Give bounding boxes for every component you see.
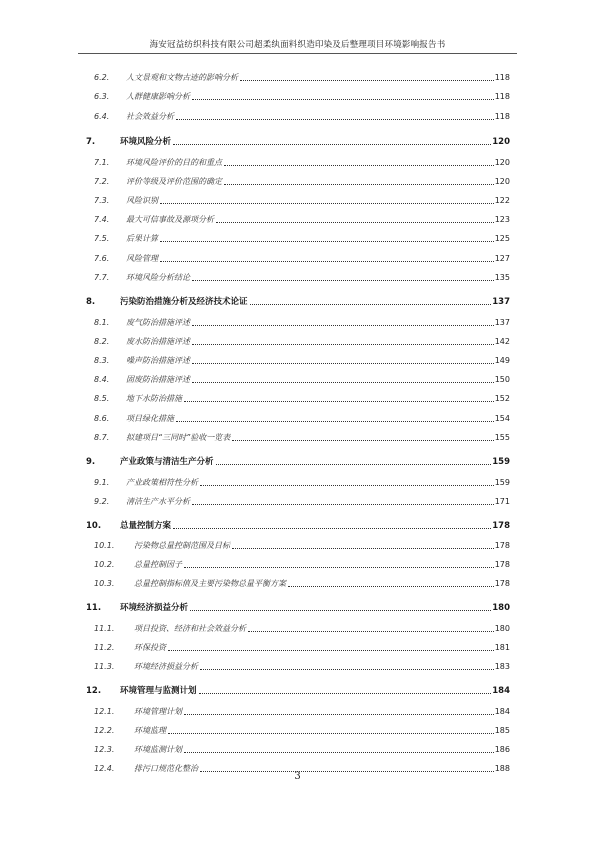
toc-entry-number: 11.3. [94,662,115,671]
toc-entry-page: 154 [494,414,510,423]
toc-section-entry[interactable] [86,250,510,264]
toc-entry-page: 180 [492,603,510,613]
toc-dot-leader [176,421,494,422]
toc-dot-leader [184,567,494,568]
toc-entry-page: 150 [494,375,510,384]
toc-entry-page: 184 [494,707,510,716]
toc-section-entry[interactable] [86,154,510,168]
toc-dot-leader [173,144,491,145]
toc-entry-title: 环境管理计划 [134,707,182,716]
toc-section-entry[interactable] [86,741,510,755]
toc-entry-number: 8.1. [94,318,110,327]
toc-section-entry[interactable] [86,429,510,443]
toc-entry-page: 178 [494,560,510,569]
toc-entry-title: 产业政策与清洁生产分析 [120,457,214,467]
toc-entry-page: 178 [494,541,510,550]
toc-section-entry[interactable] [86,333,510,347]
toc-entry-title: 清洁生产水平分析 [126,497,190,506]
toc-dot-leader [192,344,494,345]
toc-entry-number: 8.6. [94,414,110,423]
toc-entry-page: 125 [494,234,510,243]
toc-dot-leader [192,363,494,364]
toc-dot-leader [168,733,494,734]
toc-entry-page: 122 [494,196,510,205]
toc-entry-page: 184 [492,686,510,696]
toc-entry-page: 171 [494,497,510,506]
toc-section-entry[interactable] [86,88,510,102]
toc-dot-leader [248,631,494,632]
toc-entry-number: 10. [86,521,102,531]
toc-dot-leader [288,586,494,587]
toc-dot-leader [200,669,494,670]
toc-dot-leader [192,99,494,100]
toc-section-entry[interactable] [86,537,510,551]
toc-dot-leader [160,241,494,242]
toc-section-entry[interactable] [86,722,510,736]
toc-entry-number: 7.2. [94,177,110,186]
toc-entry-page: 120 [492,137,510,147]
toc-entry-number: 11. [86,603,102,613]
toc-entry-page: 137 [494,318,510,327]
toc-entry-number: 7.5. [94,234,110,243]
toc-chapter-entry[interactable] [86,293,510,307]
toc-dot-leader [240,80,494,81]
toc-entry-title: 污染物总量控制范围及目标 [134,541,230,550]
toc-entry-number: 12. [86,686,102,696]
toc-entry-number: 7.1. [94,158,110,167]
toc-section-entry[interactable] [86,371,510,385]
toc-entry-title: 风险管理 [126,254,158,263]
toc-entry-page: 186 [494,745,510,754]
toc-dot-leader [224,165,494,166]
toc-entry-number: 8.5. [94,394,110,403]
toc-dot-leader [192,325,494,326]
toc-dot-leader [160,261,494,262]
toc-entry-title: 评价等级及评价范围的确定 [126,177,222,186]
toc-dot-leader [176,119,494,120]
toc-entry-number: 7.4. [94,215,110,224]
toc-entry-title: 环境管理与监测计划 [120,686,197,696]
toc-entry-page: 135 [494,273,510,282]
toc-dot-leader [160,203,494,204]
toc-entry-number: 12.1. [94,707,115,716]
toc-dot-leader [168,650,494,651]
toc-entry-title: 总量控制因子 [134,560,182,569]
toc-entry-title: 环境监理 [134,726,166,735]
toc-entry-title: 人群健康影响分析 [126,92,190,101]
toc-section-entry[interactable] [86,493,510,507]
toc-section-entry[interactable] [86,703,510,717]
toc-dot-leader [232,548,494,549]
toc-entry-page: 127 [494,254,510,263]
toc-section-entry[interactable] [86,69,510,83]
toc-entry-title: 后果计算 [126,234,158,243]
toc-entry-title: 地下水防治措施 [126,394,182,403]
header-rule [78,53,517,54]
toc-entry-title: 排污口规范化整治 [134,764,198,773]
toc-entry-page: 142 [494,337,510,346]
toc-chapter-entry[interactable] [86,133,510,147]
toc-section-entry[interactable] [86,173,510,187]
toc-entry-number: 8.4. [94,375,110,384]
toc-entry-page: 152 [494,394,510,403]
toc-entry-page: 137 [492,297,510,307]
toc-section-entry[interactable] [86,211,510,225]
toc-dot-leader [232,440,493,441]
toc-entry-number: 8.3. [94,356,110,365]
toc-entry-title: 环境风险评价的目的和重点 [126,158,222,167]
toc-entry-page: 183 [494,662,510,671]
toc-entry-title: 环境风险分析结论 [126,273,190,282]
toc-section-entry[interactable] [86,390,510,404]
toc-dot-leader [184,714,494,715]
toc-entry-page: 181 [494,643,510,652]
toc-entry-number: 12.4. [94,764,115,773]
toc-section-entry[interactable] [86,639,510,653]
toc-dot-leader [190,610,491,611]
toc-dot-leader [192,280,494,281]
toc-entry-title: 总量控制指标值及主要污染物总量平衡方案 [134,579,286,588]
toc-entry-number: 7.6. [94,254,110,263]
toc-section-entry[interactable] [86,314,510,328]
toc-section-entry[interactable] [86,575,510,589]
toc-entry-title: 拟建项目“三同时”验收一览表 [126,433,231,442]
toc-entry-number: 11.2. [94,643,115,652]
toc-chapter-entry[interactable] [86,453,510,467]
toc-entry-page: 123 [494,215,510,224]
toc-entry-number: 6.4. [94,112,110,121]
toc-dot-leader [216,464,492,465]
toc-entry-number: 8. [86,297,96,307]
toc-entry-number: 11.1. [94,624,115,633]
toc-dot-leader [224,184,494,185]
toc-entry-page: 185 [494,726,510,735]
toc-entry-title: 固废防治措施评述 [126,375,190,384]
toc-entry-title: 风险识别 [126,196,158,205]
toc-entry-page: 178 [492,521,510,531]
toc-section-entry[interactable] [86,474,510,488]
toc-entry-page: 118 [494,92,510,101]
toc-entry-page: 118 [494,73,510,82]
toc-dot-leader [200,485,494,486]
toc-entry-number: 6.3. [94,92,110,101]
toc-entry-number: 9. [86,457,96,467]
toc-dot-leader [250,304,492,305]
toc-entry-title: 环境监测计划 [134,745,182,754]
toc-entry-title: 社会效益分析 [126,112,174,121]
toc-section-entry[interactable] [86,620,510,634]
toc-section-entry[interactable] [86,269,510,283]
toc-chapter-entry[interactable] [86,599,510,613]
toc-entry-title: 废气防治措施评述 [126,318,190,327]
toc-dot-leader [199,693,492,694]
toc-entry-title: 产业政策相符性分析 [126,478,198,487]
toc-entry-number: 10.3. [94,579,115,588]
toc-entry-page: 159 [494,478,510,487]
toc-entry-number: 12.2. [94,726,115,735]
toc-entry-title: 人文景观和文物古迹的影响分析 [126,73,238,82]
toc-entry-title: 污染防治措施分析及经济技术论证 [120,297,248,307]
toc-entry-number: 7.3. [94,196,110,205]
toc-entry-page: 118 [494,112,510,121]
toc-entry-page: 149 [494,356,510,365]
toc-entry-page: 120 [494,158,510,167]
toc-entry-number: 10.1. [94,541,115,550]
toc-entry-title: 环境经济损益分析 [120,603,189,613]
toc-entry-title: 废水防治措施评述 [126,337,190,346]
toc-dot-leader [192,504,494,505]
toc-section-entry[interactable] [86,410,510,424]
toc-entry-title: 最大可信事故及源项分析 [126,215,214,224]
toc-entry-page: 120 [494,177,510,186]
toc-dot-leader [184,752,494,753]
toc-section-entry[interactable] [86,352,510,366]
toc-entry-title: 总量控制方案 [120,521,172,531]
toc-entry-number: 7. [86,137,96,147]
toc-chapter-entry[interactable] [86,517,510,531]
toc-entry-title: 环保投资 [134,643,166,652]
page-number: 3 [294,771,301,782]
toc-entry-number: 8.7. [94,433,110,442]
toc-section-entry[interactable] [86,192,510,206]
toc-section-entry[interactable] [86,230,510,244]
toc-dot-leader [216,222,494,223]
toc-entry-number: 10.2. [94,560,115,569]
toc-section-entry[interactable] [86,108,510,122]
toc-entry-number: 9.2. [94,497,110,506]
toc-section-entry[interactable] [86,556,510,570]
toc-dot-leader [192,382,494,383]
toc-chapter-entry[interactable] [86,682,510,696]
toc-entry-title: 项目绿化措施 [126,414,174,423]
toc-entry-number: 8.2. [94,337,110,346]
toc-entry-number: 9.1. [94,478,110,487]
toc-entry-number: 6.2. [94,73,110,82]
toc-entry-title: 环境风险分析 [120,137,172,147]
running-header: 海安冠益纺织科技有限公司超柔纨面料织造印染及后整理项目环境影响报告书 [149,40,446,50]
toc-entry-page: 180 [494,624,510,633]
toc-section-entry[interactable] [86,658,510,672]
toc-entry-page: 178 [494,579,510,588]
toc-entry-page: 159 [492,457,510,467]
toc-entry-page: 188 [494,764,510,773]
toc-entry-title: 环境经济损益分析 [134,662,198,671]
toc-entry-title: 项目投资、经济和社会效益分析 [134,624,246,633]
toc-dot-leader [173,528,491,529]
toc-entry-number: 12.3. [94,745,115,754]
toc-entry-page: 155 [494,433,510,442]
toc-entry-number: 7.7. [94,273,110,282]
toc-entry-title: 噪声防治措施评述 [126,356,190,365]
toc-dot-leader [184,401,494,402]
